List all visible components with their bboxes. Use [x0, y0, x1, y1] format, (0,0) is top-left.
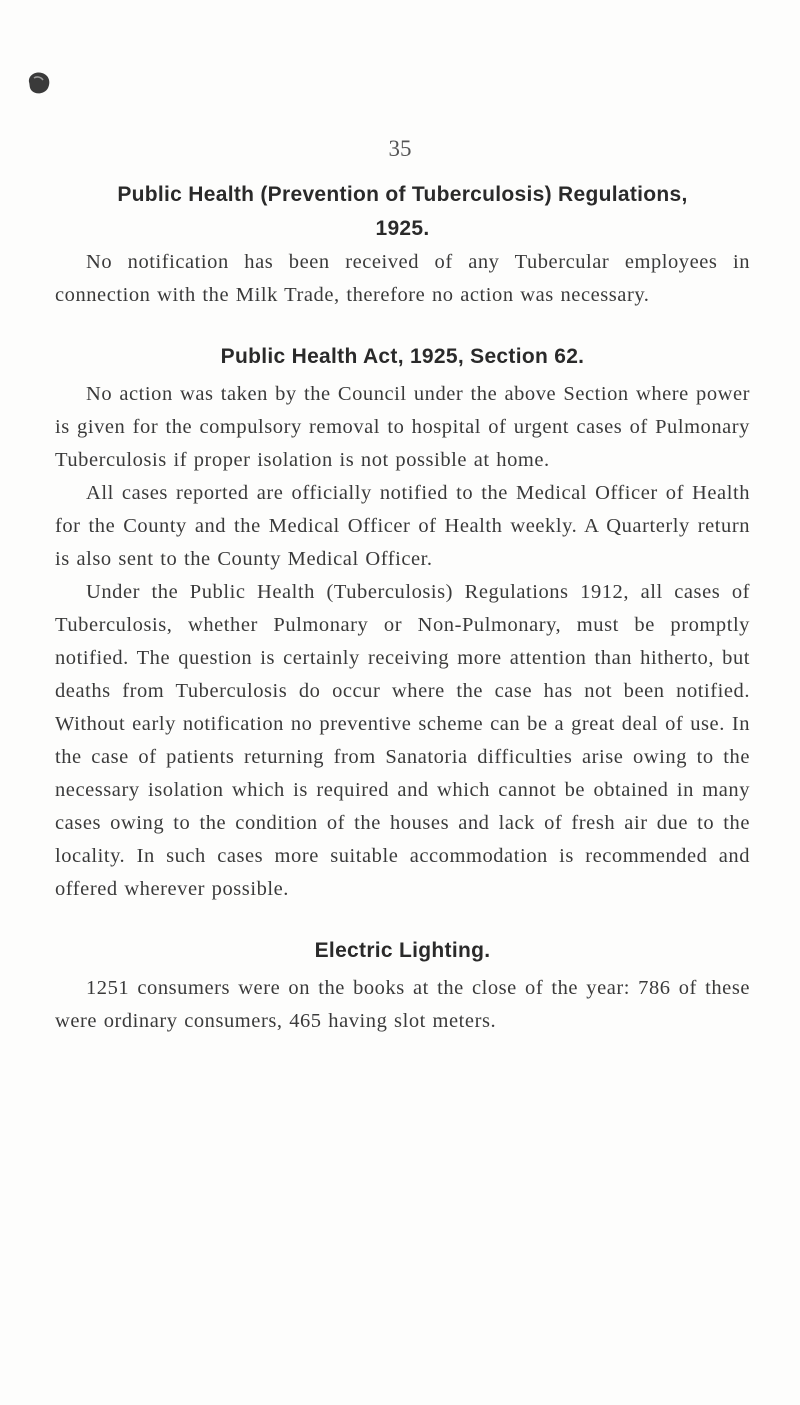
section-heading — [55, 178, 750, 246]
section-electric-lighting — [55, 934, 750, 1038]
page-number: 35 — [388, 136, 412, 161]
section-heading: Electric Lighting. — [314, 939, 491, 962]
ink-blot-mark — [26, 70, 52, 96]
paragraph-consumers: 1251 consumers were on the books at the close of the year: 786 of these were ordinary consumers, 465 having slot meters. — [55, 977, 750, 1032]
paragraph-milk-trade: No notification has been received of any Tubercular employees in connection with the Milk Trade, therefore no action was necessary. — [55, 251, 750, 306]
paragraph-compulsory-removal: No action was taken by the Council under the above Section where power is given for the compulsory removal to hospital of urgent cases of Pulmonary Tuberculosis if proper isolation is not possible at home. — [55, 383, 750, 471]
paragraph-notifications: All cases reported are officially notified to the Medical Officer of Health for the County and the Medical Officer of Health weekly. A Quarterly return is also sent to the County Medical Officer. — [55, 482, 750, 570]
section-heading: Public Health Act, 1925, Section 62. — [220, 345, 585, 368]
heading-line-2: 1925. — [375, 217, 430, 240]
paragraph-tuberculosis-regulations: Under the Public Health (Tuberculosis) Regulations 1912, all cases of Tuberculosis, whether Pulmonary or Non-Pulmonary, must be promptly notified. The question is certainly receiving more attention than hitherto, but deaths from Tuberculosis do occur where the case has not been notified. Without early notification no preventive scheme can be a great deal of use. In the case of patients returning from Sanatoria difficulties arise owing to the necessary isolation which is required and which cannot be obtained in many cases owing to the condition of the houses and lack of fresh air due to the locality. In such cases more suitable accommodation is recommended and offered wherever possible. — [55, 581, 750, 900]
heading-line-1: Public Health (Prevention of Tuberculosis) Regulations, — [117, 183, 688, 206]
section-tb-regulations — [55, 178, 750, 312]
section-public-health-act-62 — [55, 340, 750, 906]
page-content — [55, 178, 750, 1038]
